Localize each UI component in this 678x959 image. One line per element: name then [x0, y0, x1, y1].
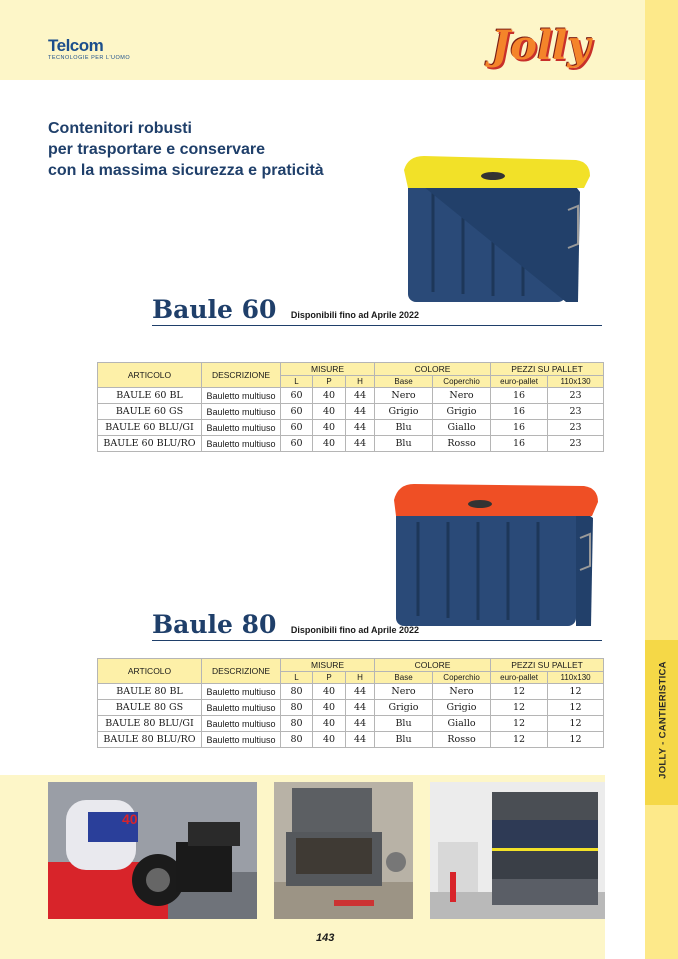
cell-l: 80 — [281, 684, 313, 700]
baule-60-heading — [152, 295, 419, 324]
cell-europallet: 12 — [491, 732, 548, 748]
cell-110x130: 12 — [548, 684, 604, 700]
table-row — [98, 732, 604, 748]
cell-l: 80 — [281, 732, 313, 748]
cell-descrizione: Bauletto multiuso — [202, 420, 281, 436]
baule-60-image — [398, 152, 598, 312]
cell-coperchio: Giallo — [433, 420, 491, 436]
cell-articolo: BAULE 60 BLU/GI — [98, 420, 202, 436]
cell-h: 44 — [346, 436, 375, 452]
cell-p: 40 — [313, 700, 346, 716]
cell-h: 44 — [346, 700, 375, 716]
cell-coperchio: Grigio — [433, 700, 491, 716]
cell-h: 44 — [346, 388, 375, 404]
baule-60-table — [97, 362, 604, 452]
jolly-logo — [476, 20, 606, 72]
header-colore: COLORE — [375, 659, 491, 672]
header-110x130: 110x130 — [548, 376, 604, 388]
header-base: Base — [375, 672, 433, 684]
cell-base: Nero — [375, 684, 433, 700]
svg-text:40: 40 — [122, 811, 138, 827]
box-body — [396, 506, 576, 626]
cell-110x130: 12 — [548, 732, 604, 748]
cell-base: Blu — [375, 420, 433, 436]
cell-h: 44 — [346, 404, 375, 420]
cell-110x130: 12 — [548, 700, 604, 716]
table-row — [98, 404, 604, 420]
header-pezzi: PEZZI SU PALLET — [491, 659, 604, 672]
cell-europallet: 16 — [491, 388, 548, 404]
header-110x130: 110x130 — [548, 672, 604, 684]
cell-coperchio: Nero — [433, 684, 491, 700]
cell-110x130: 23 — [548, 436, 604, 452]
cell-110x130: 23 — [548, 420, 604, 436]
box-lid-yellow — [404, 156, 590, 188]
photo-stacked-boxes — [430, 782, 605, 919]
cell-articolo: BAULE 80 GS — [98, 700, 202, 716]
photo-motorbike — [48, 782, 257, 919]
header-coperchio: Coperchio — [433, 672, 491, 684]
cell-base: Grigio — [375, 404, 433, 420]
cell-europallet: 16 — [491, 436, 548, 452]
cell-p: 40 — [313, 388, 346, 404]
table-row — [98, 684, 604, 700]
cell-l: 80 — [281, 700, 313, 716]
cell-descrizione: Bauletto multiuso — [202, 388, 281, 404]
cell-l: 60 — [281, 436, 313, 452]
cell-coperchio: Nero — [433, 388, 491, 404]
side-band — [645, 0, 678, 959]
cell-base: Grigio — [375, 700, 433, 716]
cell-descrizione: Bauletto multiuso — [202, 404, 281, 420]
cell-h: 44 — [346, 420, 375, 436]
box-lid-red — [394, 484, 598, 516]
header-articolo: ARTICOLO — [98, 659, 202, 684]
cell-base: Blu — [375, 716, 433, 732]
intro-line: Contenitori robusti — [48, 120, 192, 137]
section-title: Baule 80 — [152, 610, 277, 639]
header-descrizione: DESCRIZIONE — [202, 659, 281, 684]
cell-descrizione: Bauletto multiuso — [202, 436, 281, 452]
telcom-name: Telcom — [48, 36, 104, 55]
cell-descrizione: Bauletto multiuso — [202, 684, 281, 700]
cell-base: Blu — [375, 732, 433, 748]
section-divider — [152, 325, 602, 326]
cell-europallet: 16 — [491, 404, 548, 420]
page-number: 143 — [316, 932, 335, 944]
header-articolo: ARTICOLO — [98, 363, 202, 388]
cell-articolo: BAULE 80 BL — [98, 684, 202, 700]
table-row — [98, 700, 604, 716]
header-p: P — [313, 376, 346, 388]
cell-coperchio: Rosso — [433, 732, 491, 748]
cell-articolo: BAULE 60 GS — [98, 404, 202, 420]
cell-l: 60 — [281, 388, 313, 404]
cell-h: 44 — [346, 716, 375, 732]
header-h: H — [346, 376, 375, 388]
jolly-logo-text: Jolly — [491, 22, 591, 69]
cell-coperchio: Rosso — [433, 436, 491, 452]
cell-base: Nero — [375, 388, 433, 404]
cell-p: 40 — [313, 684, 346, 700]
cell-l: 60 — [281, 420, 313, 436]
availability-note: Disponibili fino ad Aprile 2022 — [290, 310, 420, 320]
header-l: L — [281, 376, 313, 388]
availability-note: Disponibili fino ad Aprile 2022 — [290, 625, 420, 635]
cell-l: 80 — [281, 716, 313, 732]
intro-line: per trasportare e conservare — [48, 141, 265, 158]
header-europallet: euro-pallet — [491, 376, 548, 388]
header-h: H — [346, 672, 375, 684]
photo-tools — [274, 782, 413, 919]
cell-coperchio: Giallo — [433, 716, 491, 732]
lid-hole — [468, 500, 492, 508]
cell-articolo: BAULE 60 BL — [98, 388, 202, 404]
cell-base: Blu — [375, 436, 433, 452]
cell-descrizione: Bauletto multiuso — [202, 716, 281, 732]
header-p: P — [313, 672, 346, 684]
section-divider — [152, 640, 602, 641]
cell-europallet: 12 — [491, 684, 548, 700]
table-row — [98, 420, 604, 436]
cell-europallet: 12 — [491, 716, 548, 732]
cell-articolo: BAULE 80 BLU/GI — [98, 716, 202, 732]
cell-p: 40 — [313, 404, 346, 420]
baule-80-image — [388, 480, 603, 635]
cell-110x130: 12 — [548, 716, 604, 732]
cell-descrizione: Bauletto multiuso — [202, 732, 281, 748]
cell-articolo: BAULE 60 BLU/RO — [98, 436, 202, 452]
header-misure: MISURE — [281, 659, 375, 672]
side-label: JOLLY - CANTIERISTICA — [657, 661, 669, 779]
table-row — [98, 436, 604, 452]
cell-europallet: 16 — [491, 420, 548, 436]
section-title: Baule 60 — [152, 295, 277, 324]
header-coperchio: Coperchio — [433, 376, 491, 388]
cell-h: 44 — [346, 732, 375, 748]
table-row — [98, 716, 604, 732]
lid-hole — [481, 172, 505, 180]
cell-europallet: 12 — [491, 700, 548, 716]
cell-l: 60 — [281, 404, 313, 420]
baule-80-heading — [152, 610, 419, 639]
cell-p: 40 — [313, 436, 346, 452]
cell-h: 44 — [346, 684, 375, 700]
header-misure: MISURE — [281, 363, 375, 376]
cell-p: 40 — [313, 732, 346, 748]
intro-line: con la massima sicurezza e praticità — [48, 162, 324, 179]
header-descrizione: DESCRIZIONE — [202, 363, 281, 388]
cell-descrizione: Bauletto multiuso — [202, 700, 281, 716]
baule-80-table — [97, 658, 604, 748]
cell-110x130: 23 — [548, 388, 604, 404]
header-colore: COLORE — [375, 363, 491, 376]
cell-coperchio: Grigio — [433, 404, 491, 420]
telcom-logo — [48, 36, 130, 61]
header-base: Base — [375, 376, 433, 388]
intro-text — [48, 118, 324, 181]
header-l: L — [281, 672, 313, 684]
cell-110x130: 23 — [548, 404, 604, 420]
cell-articolo: BAULE 80 BLU/RO — [98, 732, 202, 748]
table-row — [98, 388, 604, 404]
cell-p: 40 — [313, 716, 346, 732]
header-europallet: euro-pallet — [491, 672, 548, 684]
cell-p: 40 — [313, 420, 346, 436]
header-pezzi: PEZZI SU PALLET — [491, 363, 604, 376]
telcom-tagline: TECNOLOGIE PER L'UOMO — [48, 55, 131, 61]
